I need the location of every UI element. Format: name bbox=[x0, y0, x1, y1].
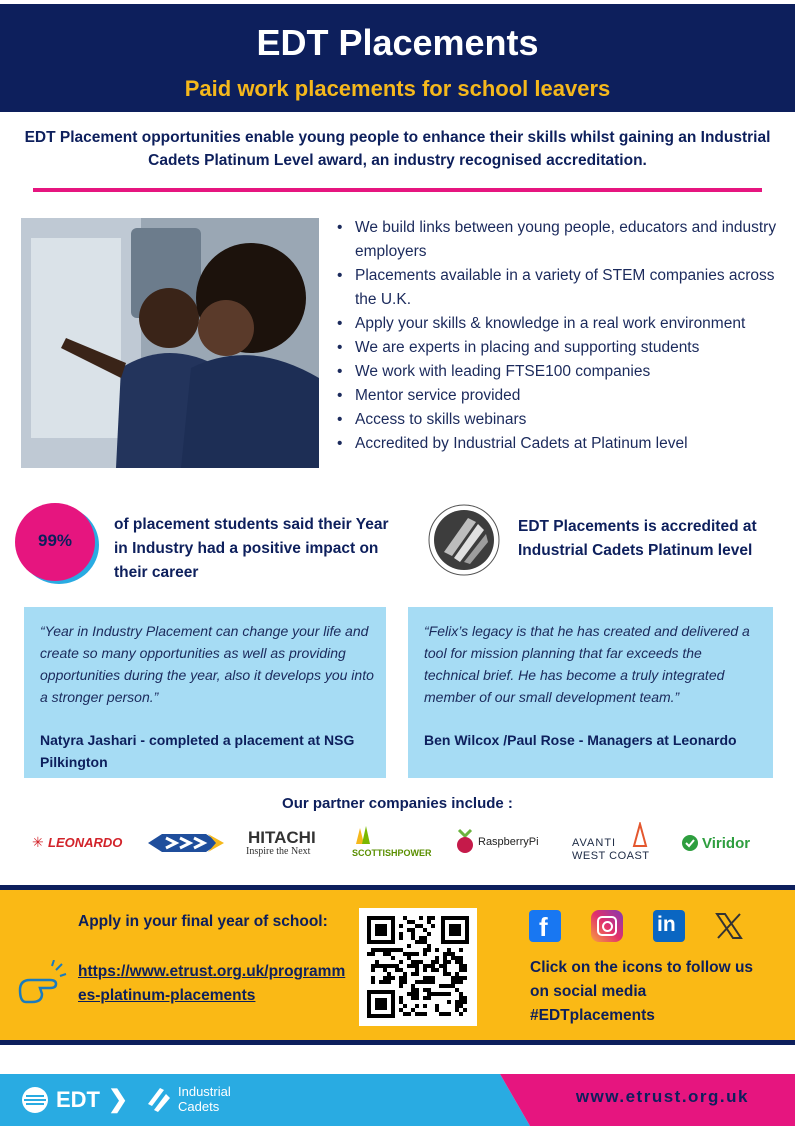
apply-link[interactable]: https://www.etrust.org.uk/programmes-platinum-placements bbox=[78, 963, 346, 1004]
raspberry-icon bbox=[454, 828, 476, 854]
website-url[interactable]: www.etrust.org.uk bbox=[575, 1087, 749, 1106]
accreditation-text: EDT Placements is accredited at Industrial Cadets Platinum level bbox=[518, 518, 757, 559]
qr-code-icon bbox=[359, 908, 477, 1026]
list-item: • We are experts in placing and supporting students bbox=[335, 336, 785, 360]
pointing-hand-icon bbox=[16, 960, 68, 1006]
industrial-cadets-badge-icon bbox=[428, 504, 500, 576]
list-item: • Placements available in a variety of STEM companies across the U.K. bbox=[335, 264, 785, 312]
hero-photo bbox=[21, 218, 319, 468]
avanti-logo: AVANTI WEST COAST bbox=[570, 822, 660, 864]
social-icons bbox=[527, 910, 757, 946]
edt-logo: EDT ❯ bbox=[20, 1084, 126, 1116]
industrial-cadets-logo: Industrial Cadets bbox=[146, 1082, 256, 1118]
viridor-logo: Viridor bbox=[682, 822, 772, 864]
linkedin-icon[interactable]: in bbox=[653, 910, 685, 942]
list-item: • We work with leading FTSE100 companies bbox=[335, 360, 785, 384]
list-item: • Apply your skills & knowledge in a real work environment bbox=[335, 312, 785, 336]
stat-badge bbox=[15, 503, 95, 581]
intro-text: EDT Placement opportunities enable young people to enhance their skills whilst gaining an Industrial Cadets Platinum Level award, an industry recognised accreditation. bbox=[24, 129, 771, 169]
testimonial-author: Ben Wilcox /Paul Rose - Managers at Leonardo bbox=[424, 732, 737, 748]
testimonial-quote: “Felix’s legacy is that he has created and delivered a tool for mission planning that far exceeds the technical brief. He has become a truly integrated member of our small development team.” bbox=[424, 623, 750, 705]
page-subtitle: Paid work placements for school leavers bbox=[184, 76, 611, 101]
list-item: • Accredited by Industrial Cadets at Platinum level bbox=[335, 432, 785, 456]
testimonial-card bbox=[24, 607, 386, 778]
list-item: • Access to skills webinars bbox=[335, 408, 785, 432]
facebook-icon[interactable]: f bbox=[529, 910, 561, 942]
x-twitter-icon[interactable] bbox=[713, 910, 745, 942]
industrial-cadets-mark-icon bbox=[146, 1086, 172, 1112]
gkn-logo-icon bbox=[146, 822, 226, 864]
scottishpower-logo: SCOTTISHPOWER bbox=[350, 822, 444, 864]
testimonial-quote: “Year in Industry Placement can change your life and create so many opportunities as well as providing opportunities during the year, also it develops you into a stronger person.” bbox=[40, 623, 374, 705]
viridor-check-icon bbox=[682, 835, 698, 851]
header-banner bbox=[0, 4, 795, 112]
scottishpower-mark-icon bbox=[352, 824, 376, 846]
edt-chevron-icon: ❯ bbox=[108, 1086, 129, 1113]
follow-text: Click on the icons to follow us on social media #EDTplacements bbox=[530, 959, 754, 1024]
apply-heading: Apply in your final year of school: bbox=[78, 913, 328, 930]
partners-heading: Our partner companies include : bbox=[282, 795, 513, 812]
leonardo-logo: ✳ LEONARDO bbox=[32, 834, 123, 850]
partner-logos bbox=[20, 822, 780, 864]
stat-value: 99% bbox=[37, 531, 73, 550]
testimonial-author: Natyra Jashari - completed a placement at NSG Pilkington bbox=[40, 732, 355, 770]
edt-mark-icon bbox=[20, 1085, 56, 1115]
divider bbox=[33, 188, 762, 192]
raspberrypi-logo: RaspberryPi bbox=[454, 822, 554, 864]
page-title: EDT Placements bbox=[256, 22, 539, 63]
stat-text: of placement students said their Year in Industry had a positive impact on their career bbox=[114, 516, 389, 581]
testimonial-card bbox=[408, 607, 773, 778]
list-item: • Mentor service provided bbox=[335, 384, 785, 408]
instagram-icon[interactable] bbox=[591, 910, 623, 942]
avanti-mark-icon bbox=[632, 822, 648, 848]
benefits-list bbox=[335, 216, 785, 456]
hero-photo-illustration bbox=[21, 218, 319, 468]
qr-code[interactable] bbox=[359, 908, 477, 1026]
leonardo-mark-icon: ✳ bbox=[32, 834, 44, 850]
list-item: • We build links between young people, educators and industry employers bbox=[335, 216, 785, 264]
hitachi-logo: HITACHI Inspire the Next bbox=[246, 828, 316, 857]
